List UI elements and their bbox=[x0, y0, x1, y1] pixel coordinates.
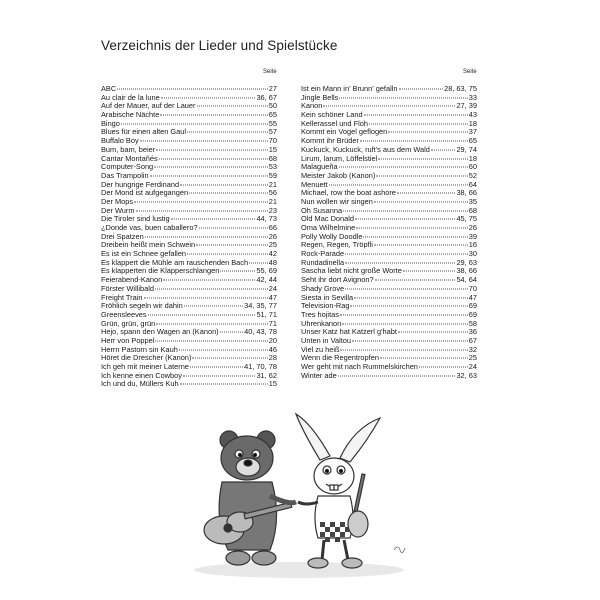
song-title: Winter ade bbox=[301, 370, 337, 380]
page-numbers: 23 bbox=[268, 205, 277, 215]
page-numbers: 24 bbox=[268, 283, 277, 293]
dot-leader bbox=[380, 358, 468, 359]
page-numbers: 29, 63 bbox=[456, 257, 477, 267]
dot-leader bbox=[145, 236, 268, 237]
page-numbers: 30 bbox=[468, 249, 477, 259]
page-numbers: 64 bbox=[468, 179, 477, 189]
dot-leader bbox=[345, 254, 468, 255]
song-title: Drei Spatzen bbox=[101, 231, 144, 241]
dot-leader bbox=[340, 314, 468, 315]
page-numbers: 54, 64 bbox=[456, 275, 477, 285]
dot-leader bbox=[163, 280, 255, 281]
dot-leader bbox=[374, 245, 468, 246]
page-numbers: 26 bbox=[468, 223, 477, 232]
song-title: Freight Train bbox=[101, 292, 143, 302]
song-title: Rock-Parade bbox=[301, 249, 345, 259]
page-numbers: 38, 66 bbox=[456, 188, 477, 198]
song-title: Uhrenkanon bbox=[301, 318, 342, 328]
dot-leader bbox=[374, 201, 468, 202]
dot-leader bbox=[339, 97, 467, 98]
song-title: Es klapperten die Klapperschlangen bbox=[101, 266, 220, 276]
song-title: Die Tiroler sind lustig bbox=[101, 214, 170, 224]
dot-leader bbox=[431, 149, 456, 150]
dot-leader bbox=[155, 340, 267, 341]
song-title: Unser Katz hat Katzerl g'habt bbox=[301, 327, 397, 337]
song-title: Höret die Drescher (Kanon) bbox=[101, 353, 192, 363]
dot-leader bbox=[355, 219, 455, 220]
page-numbers: 18 bbox=[468, 153, 477, 163]
page-numbers: 70 bbox=[468, 283, 477, 293]
song-title: Hejo, spann den Wagen an (Kanon) bbox=[101, 327, 219, 337]
song-title: Der Wurm bbox=[101, 205, 135, 215]
song-title: Menuett bbox=[301, 179, 328, 189]
song-title: ABC bbox=[101, 84, 117, 93]
page-numbers: 32 bbox=[468, 344, 477, 354]
song-title: Das Trampolin bbox=[101, 170, 149, 180]
dot-leader bbox=[117, 89, 268, 90]
page-numbers: 34, 35, 77 bbox=[244, 301, 277, 311]
page-numbers: 69 bbox=[468, 309, 477, 319]
page-numbers: 70 bbox=[268, 136, 277, 146]
dot-leader bbox=[134, 201, 268, 202]
dot-leader bbox=[180, 184, 268, 185]
song-title: Bingo bbox=[101, 118, 120, 128]
dot-leader bbox=[150, 175, 268, 176]
song-title: Michael, row the boat ashore bbox=[301, 188, 396, 198]
dot-leader bbox=[345, 262, 455, 263]
page-title: Verzeichnis der Lieder und Spielstücke bbox=[101, 38, 338, 53]
page-numbers: 36, 67 bbox=[256, 92, 277, 102]
song-title: Computer-Song bbox=[101, 162, 154, 172]
song-title: Ich und du, Müllers Kuh bbox=[101, 379, 179, 389]
song-title: Fröhlich segeln wir dahin bbox=[101, 301, 183, 311]
page-numbers: 67 bbox=[468, 335, 477, 345]
page-numbers: 42, 44 bbox=[256, 275, 277, 285]
dot-leader bbox=[160, 115, 267, 116]
dot-leader bbox=[220, 271, 255, 272]
page-numbers: 36 bbox=[468, 327, 477, 337]
dot-leader bbox=[187, 132, 268, 133]
dot-leader bbox=[399, 89, 444, 90]
song-title: Rundadinella bbox=[301, 257, 345, 267]
song-title: Cantar Montañés bbox=[101, 153, 158, 163]
page-numbers: 65 bbox=[468, 136, 477, 146]
dot-leader bbox=[196, 245, 268, 246]
dot-leader bbox=[192, 358, 267, 359]
song-title: Es ist ein Schnee gefallen bbox=[101, 249, 187, 259]
song-title: Der Mond ist aufgegangen bbox=[101, 188, 189, 198]
dot-leader bbox=[375, 280, 456, 281]
page-numbers: 20 bbox=[268, 335, 277, 345]
dot-leader bbox=[187, 254, 268, 255]
page-numbers: 53 bbox=[268, 162, 277, 172]
dot-leader bbox=[323, 106, 455, 107]
page-numbers: 28 bbox=[268, 353, 277, 363]
page-numbers: 71 bbox=[268, 318, 277, 328]
page-numbers: 25 bbox=[468, 353, 477, 363]
page-numbers: 21 bbox=[268, 179, 277, 189]
dot-leader bbox=[189, 193, 268, 194]
song-title: Kanon bbox=[301, 101, 323, 111]
dot-leader bbox=[161, 97, 256, 98]
page-numbers: 57 bbox=[268, 127, 277, 137]
song-title: Meister Jakob (Kanon) bbox=[301, 170, 376, 180]
dot-leader bbox=[154, 167, 268, 168]
dot-leader bbox=[179, 349, 268, 350]
dot-leader bbox=[378, 158, 468, 159]
page-numbers: 42 bbox=[268, 249, 277, 259]
song-title: Oh Susanna bbox=[301, 205, 343, 215]
page-numbers: 47 bbox=[468, 292, 477, 302]
dot-leader bbox=[155, 288, 268, 289]
index-column-left bbox=[101, 85, 277, 389]
index-entry bbox=[301, 372, 477, 381]
page-numbers: 37 bbox=[468, 127, 477, 137]
page-numbers: 16 bbox=[468, 240, 477, 250]
page-numbers: 27, 39 bbox=[456, 101, 477, 111]
page-numbers: 44, 73 bbox=[256, 214, 277, 224]
song-title: Kommt ein Vogel geflogen bbox=[301, 127, 388, 137]
page-numbers: 32, 63 bbox=[456, 370, 477, 380]
song-title: Blues für einen alten Gaul bbox=[101, 127, 187, 137]
page-numbers: 68 bbox=[268, 153, 277, 163]
dot-leader bbox=[369, 123, 468, 124]
song-title: Oma Wilhelmine bbox=[301, 223, 356, 232]
dot-leader bbox=[156, 323, 268, 324]
dot-leader bbox=[363, 236, 467, 237]
song-title: Arabische Nächte bbox=[101, 110, 160, 120]
page-numbers: 51, 71 bbox=[256, 309, 277, 319]
song-title: Tres hojitas bbox=[301, 309, 339, 319]
dot-leader bbox=[159, 158, 268, 159]
page-numbers: 29, 74 bbox=[456, 144, 477, 154]
dot-leader bbox=[171, 219, 256, 220]
song-title: Viel zu heiß bbox=[301, 344, 340, 354]
song-title: Lirum, larum, Löffelstiel bbox=[301, 153, 378, 163]
page-numbers: 43 bbox=[468, 110, 477, 120]
bear-and-rabbit-illustration bbox=[184, 410, 414, 580]
song-title: Nun wollen wir singen bbox=[301, 196, 373, 206]
dot-leader bbox=[352, 340, 468, 341]
page-numbers: 26 bbox=[268, 231, 277, 241]
page-numbers: 21 bbox=[268, 196, 277, 206]
song-title: Jingle Bells bbox=[301, 92, 339, 102]
song-title: Dreibein heißt mein Schwein bbox=[101, 240, 196, 250]
song-title: Buffalo Boy bbox=[101, 136, 139, 146]
index-entry bbox=[101, 111, 277, 120]
page-numbers: 27 bbox=[268, 84, 277, 93]
song-title: Regen, Regen, Tröpfli bbox=[301, 240, 373, 250]
page-numbers: 59 bbox=[268, 170, 277, 180]
song-title: Feierabend-Kanon bbox=[101, 275, 163, 285]
page-numbers: 69 bbox=[468, 301, 477, 311]
song-title: Ist ein Mann in' Brunn' gefalln bbox=[301, 84, 398, 93]
page-numbers: 47 bbox=[268, 292, 277, 302]
page-numbers: 33 bbox=[468, 92, 477, 102]
song-title: Television-Rag bbox=[301, 301, 350, 311]
dot-leader bbox=[398, 332, 468, 333]
page-numbers: 60 bbox=[468, 162, 477, 172]
dot-leader bbox=[140, 141, 268, 142]
dot-leader bbox=[180, 384, 268, 385]
page-numbers: 58 bbox=[468, 318, 477, 328]
song-title: Shady Grove bbox=[301, 283, 345, 293]
song-title: ¿Donde vas, buen caballero? bbox=[101, 223, 198, 232]
page-numbers: 18 bbox=[468, 118, 477, 128]
song-title: Auf der Mauer, auf der Lauer bbox=[101, 101, 196, 111]
song-title: Kein schöner Land bbox=[301, 110, 363, 120]
page-numbers: 50 bbox=[268, 101, 277, 111]
page-numbers: 68 bbox=[468, 205, 477, 215]
dot-leader bbox=[329, 184, 468, 185]
song-title: Kellerassel und Floh bbox=[301, 118, 368, 128]
song-title: Siesta in Sevilla bbox=[301, 292, 354, 302]
song-title: Greensleeves bbox=[101, 309, 147, 319]
dot-leader bbox=[364, 115, 468, 116]
song-title: Der hungrige Ferdinand bbox=[101, 179, 180, 189]
page-numbers: 66 bbox=[268, 223, 277, 232]
index-column-right bbox=[301, 85, 477, 380]
dot-leader bbox=[345, 288, 468, 289]
dot-leader bbox=[343, 210, 468, 211]
dot-leader bbox=[220, 332, 243, 333]
song-title: Förster Willibald bbox=[101, 283, 154, 293]
dot-leader bbox=[397, 193, 456, 194]
page-numbers: 38, 66 bbox=[456, 266, 477, 276]
page-numbers: 25 bbox=[268, 240, 277, 250]
dot-leader bbox=[340, 349, 467, 350]
song-title: Kuckuck, Kuckuck, ruft's aus dem Wald bbox=[301, 144, 430, 154]
index-entry bbox=[301, 94, 477, 103]
dot-leader bbox=[190, 367, 243, 368]
index-entry bbox=[101, 380, 277, 389]
song-title: Grün, grün, grün bbox=[101, 318, 156, 328]
song-title: Wenn die Regentropfen bbox=[301, 353, 379, 363]
dot-leader bbox=[342, 323, 467, 324]
page-numbers: 55 bbox=[268, 118, 277, 128]
dot-leader bbox=[121, 123, 268, 124]
song-title: Seht ihr dort Avignon? bbox=[301, 275, 374, 285]
dot-leader bbox=[339, 167, 468, 168]
page-numbers: 40, 43, 78 bbox=[244, 327, 277, 337]
page-numbers: 24 bbox=[468, 362, 477, 371]
song-title: Unten in Valtou bbox=[301, 335, 351, 345]
song-title: Wer geht mit nach Rummelskirchen bbox=[301, 362, 418, 371]
page-numbers: 65 bbox=[268, 110, 277, 120]
page-numbers: 15 bbox=[268, 144, 277, 154]
dot-leader bbox=[197, 106, 268, 107]
song-title: Old Mac Donald bbox=[301, 214, 354, 224]
song-title: Herr von Poppel bbox=[101, 335, 155, 345]
page-numbers: 48 bbox=[268, 257, 277, 267]
dot-leader bbox=[338, 375, 456, 376]
dot-leader bbox=[148, 314, 256, 315]
dot-leader bbox=[144, 297, 268, 298]
dot-leader bbox=[183, 375, 255, 376]
dot-leader bbox=[403, 271, 456, 272]
dot-leader bbox=[350, 306, 467, 307]
song-title: Es klappert die Mühle am rauschenden Bach bbox=[101, 257, 249, 267]
page-numbers: 52 bbox=[468, 170, 477, 180]
song-title: Der Mops bbox=[101, 196, 134, 206]
dot-leader bbox=[184, 306, 243, 307]
seite-label-left: Seite bbox=[263, 69, 277, 75]
seite-label-right: Seite bbox=[463, 69, 477, 75]
dot-leader bbox=[249, 262, 268, 263]
page-numbers: 15 bbox=[268, 379, 277, 389]
dot-leader bbox=[388, 132, 467, 133]
song-title: Polly Wolly Doodle bbox=[301, 231, 363, 241]
song-title: Kommt ihr Brüder bbox=[301, 136, 359, 146]
page-numbers: 45, 75 bbox=[456, 214, 477, 224]
dot-leader bbox=[360, 141, 468, 142]
page-numbers: 35 bbox=[468, 196, 477, 206]
dot-leader bbox=[419, 367, 468, 368]
song-title: Bum, bam, beier bbox=[101, 144, 156, 154]
dot-leader bbox=[354, 297, 468, 298]
dot-leader bbox=[376, 175, 467, 176]
dot-leader bbox=[156, 149, 268, 150]
page-numbers: 56 bbox=[268, 188, 277, 198]
page-numbers: 46 bbox=[268, 344, 277, 354]
song-title: Sascha liebt nicht große Worte bbox=[301, 266, 402, 276]
page-numbers: 39 bbox=[468, 231, 477, 241]
song-title: Ich kenne einen Cowboy bbox=[101, 370, 182, 380]
page-numbers: 31, 62 bbox=[256, 370, 277, 380]
page-numbers: 28, 63, 75 bbox=[444, 84, 477, 93]
dot-leader bbox=[199, 228, 268, 229]
song-title: Herrn Pastorn sin Kauh bbox=[101, 344, 178, 354]
dot-leader bbox=[356, 228, 468, 229]
song-title: Au clair de la lune bbox=[101, 92, 160, 102]
page-numbers: 55, 69 bbox=[256, 266, 277, 276]
dot-leader bbox=[136, 210, 268, 211]
page-numbers: 41, 70, 78 bbox=[244, 362, 277, 371]
song-title: Ich geh mit meiner Laterne bbox=[101, 362, 189, 371]
song-title: Malagueña bbox=[301, 162, 338, 172]
